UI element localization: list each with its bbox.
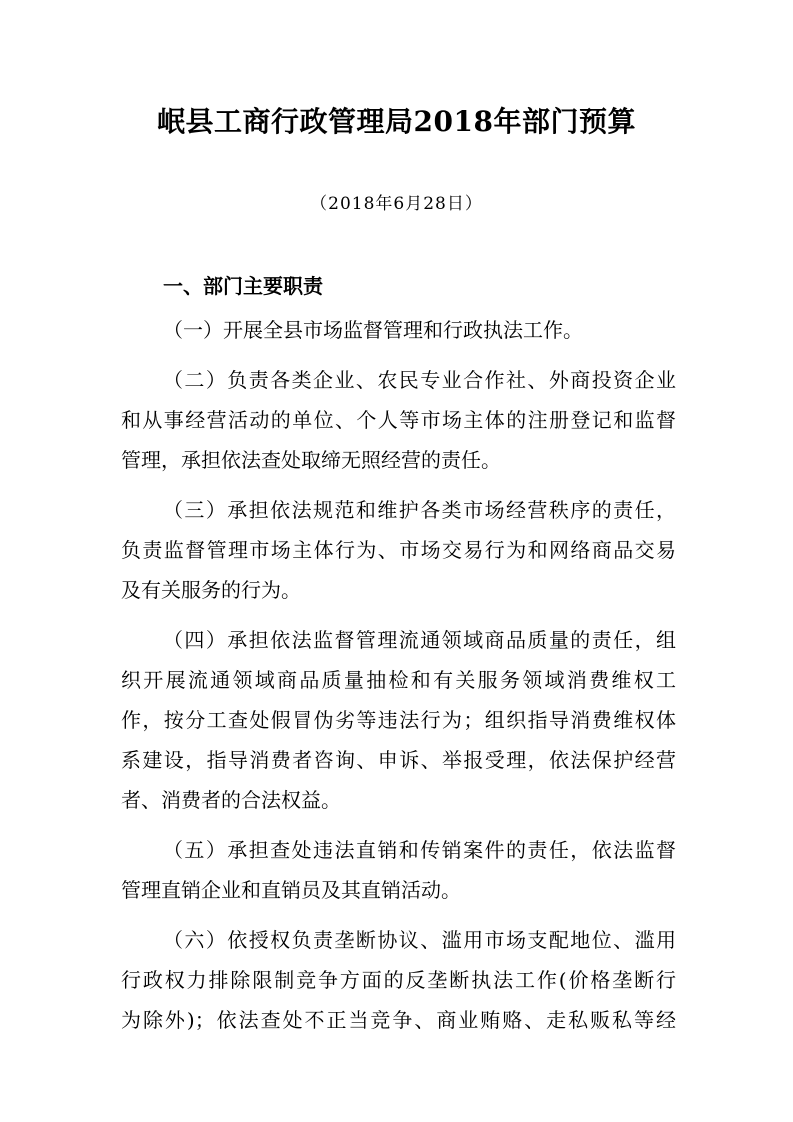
paragraph-5-line-1: （五）承担查处违法直销和传销案件的责任，依法监督	[163, 838, 676, 862]
paragraph-4-line-3: 作，按分工查处假冒伪劣等违法行为；组织指导消费维权体	[121, 708, 676, 732]
paragraph-4-line-2: 织开展流通领域商品质量抽检和有关服务领域消费维权工	[121, 668, 676, 692]
paragraph-4-line-4: 系建设，指导消费者咨询、申诉、举报受理，依法保护经营	[121, 748, 676, 772]
body-text	[121, 310, 676, 1040]
paragraph-2-line-1: （二）负责各类企业、农民专业合作社、外商投资企业	[163, 368, 676, 392]
paragraph-6-line-3: 为除外)；依法查处不正当竞争、商业贿赂、走私贩私等经	[121, 1008, 676, 1032]
section-heading: 一、部门主要职责	[163, 274, 323, 298]
paragraph-4-line-1: （四）承担依法监督管理流通领域商品质量的责任，组	[163, 628, 676, 652]
paragraph-4-line-5: 者、消费者的合法权益。	[121, 788, 341, 812]
paragraph-3-line-2: 负责监督管理市场主体行为、市场交易行为和网络商品交易	[121, 538, 676, 562]
paragraph-1-line-1: （一）开展全县市场监督管理和行政执法工作。	[163, 318, 583, 342]
paragraph-5-line-2: 管理直销企业和直销员及其直销活动。	[121, 878, 461, 902]
paragraph-3-line-3: 及有关服务的行为。	[121, 578, 301, 602]
paragraph-2-line-2: 和从事经营活动的单位、个人等市场主体的注册登记和监督	[121, 408, 676, 432]
paragraph-2-line-3: 管理，承担依法查处取缔无照经营的责任。	[121, 448, 501, 472]
paragraph-3-line-1: （三）承担依法规范和维护各类市场经营秩序的责任，	[163, 498, 676, 522]
document-date: （2018年6月28日）	[310, 194, 483, 214]
paragraph-6-line-2: 行政权力排除限制竞争方面的反垄断执法工作(价格垄断行	[121, 968, 676, 992]
document-title: 岷县工商行政管理局2018年部门预算	[157, 105, 636, 138]
paragraph-6-line-1: （六）依授权负责垄断协议、滥用市场支配地位、滥用	[163, 928, 676, 952]
